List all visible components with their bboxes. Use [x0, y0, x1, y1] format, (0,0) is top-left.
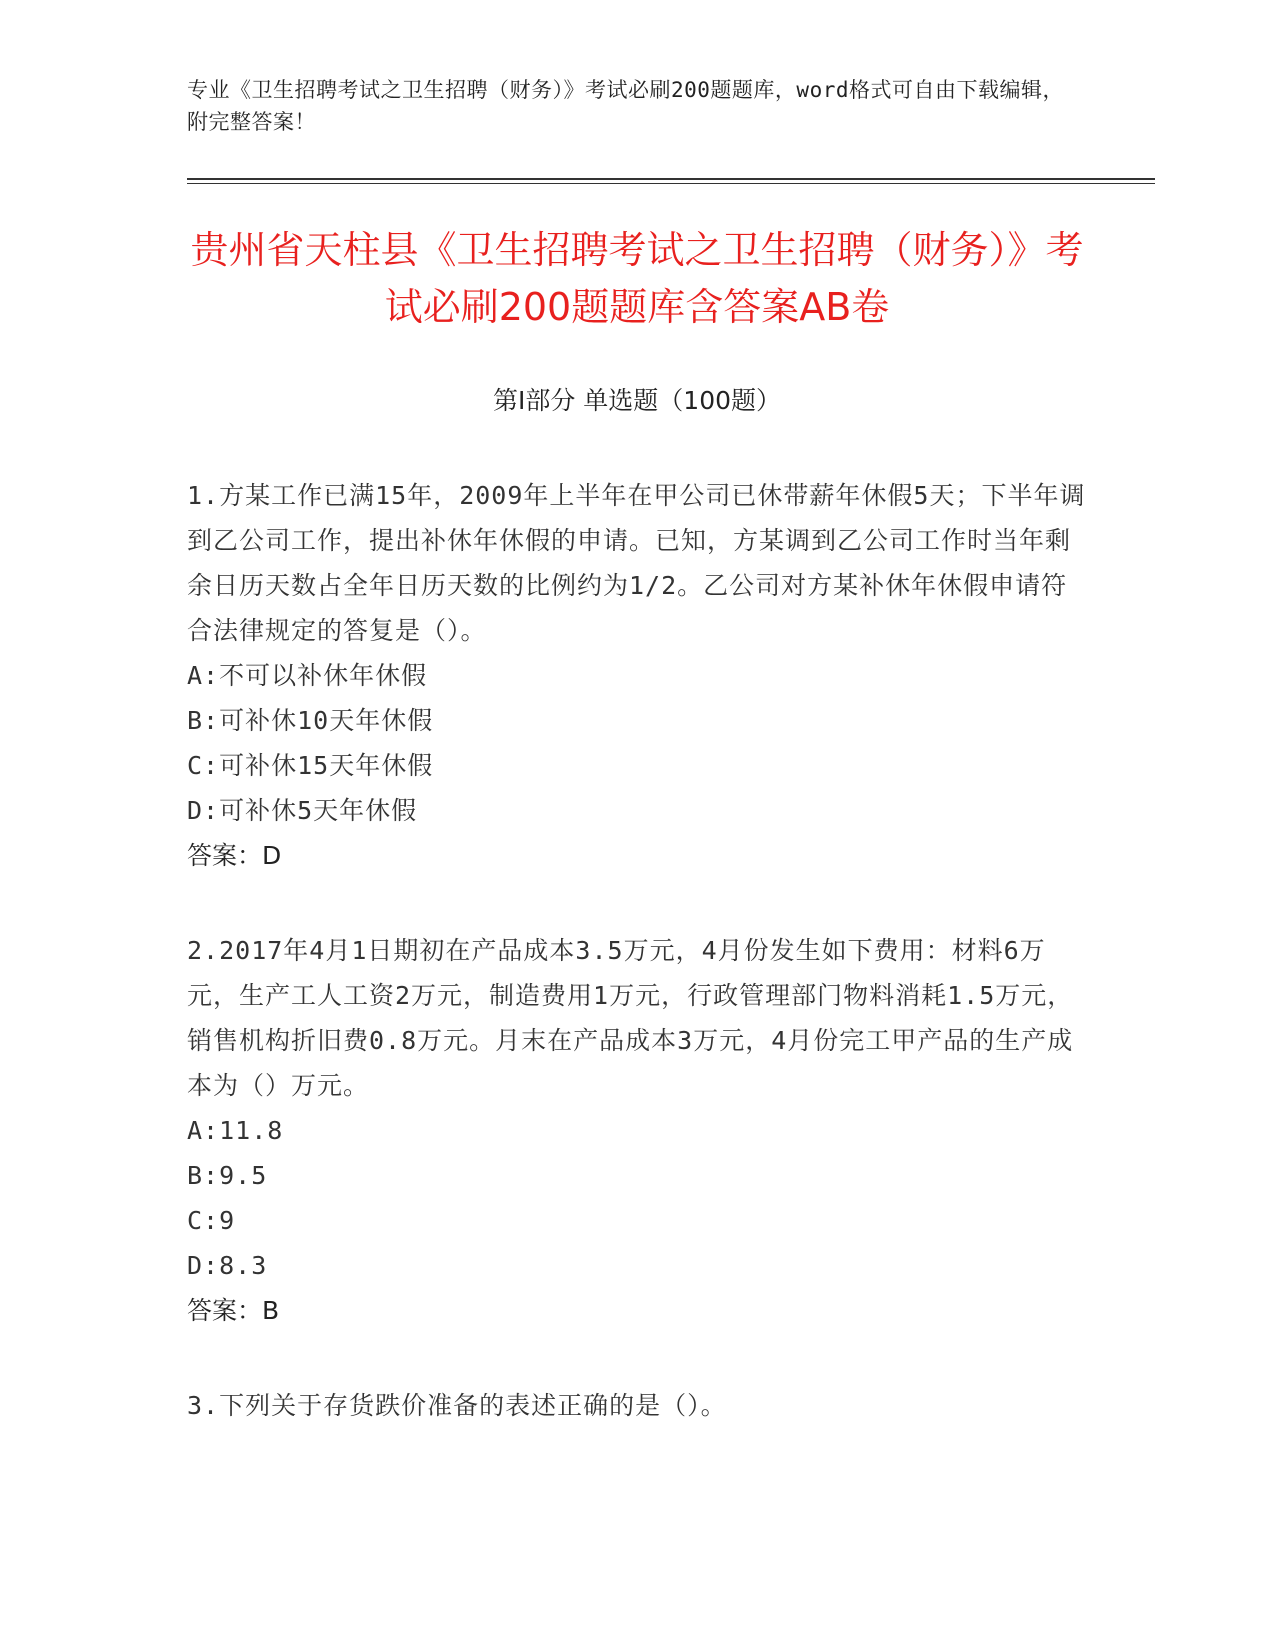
answer: 答案：D	[187, 841, 282, 870]
document-title: 贵州省天柱县《卫生招聘考试之卫生招聘（财务）》考试必刷200题题库含答案AB卷	[190, 228, 1084, 329]
section-title: 第Ⅰ部分 单选题（100题）	[492, 386, 782, 415]
header-divider-thin	[187, 183, 1155, 184]
question-1	[187, 473, 1087, 878]
option-c: C:9	[187, 1206, 236, 1235]
question-stem: 1.方某工作已满15年，2009年上半年在甲公司已休带薪年休假5天；下半年调到乙公司工作，提出补休年休假的申请。已知，方某调到乙公司工作时当年剩余日历天数占全年日历天数的比例约为1/2。乙公司对方某补休年休假申请符合法律规定的答复是（）。	[187, 481, 1086, 645]
header-divider-thick	[187, 178, 1155, 180]
option-b: B:9.5	[187, 1161, 268, 1190]
option-d: D:8.3	[187, 1251, 268, 1280]
option-d: D:可补休5天年休假	[187, 796, 418, 825]
option-a: A:不可以补休年休假	[187, 661, 428, 690]
option-c: C:可补休15天年休假	[187, 751, 434, 780]
question-stem: 3.下列关于存货跌价准备的表述正确的是（）。	[187, 1391, 727, 1420]
answer: 答案：B	[187, 1296, 280, 1325]
question-3	[187, 1383, 1087, 1428]
header-note: 专业《卫生招聘考试之卫生招聘（财务）》考试必刷200题题库，word格式可自由下载编辑，附完整答案！	[187, 78, 1064, 134]
question-2	[187, 928, 1087, 1333]
option-b: B:可补休10天年休假	[187, 706, 434, 735]
question-stem: 2.2017年4月1日期初在产品成本3.5万元，4月份发生如下费用：材料6万元，生产工人工资2万元，制造费用1万元，行政管理部门物料消耗1.5万元，销售机构折旧费0.8万元。月末在产品成本3万元，4月份完工甲产品的生产成本为（）万元。	[187, 936, 1074, 1100]
option-a: A:11.8	[187, 1116, 284, 1145]
